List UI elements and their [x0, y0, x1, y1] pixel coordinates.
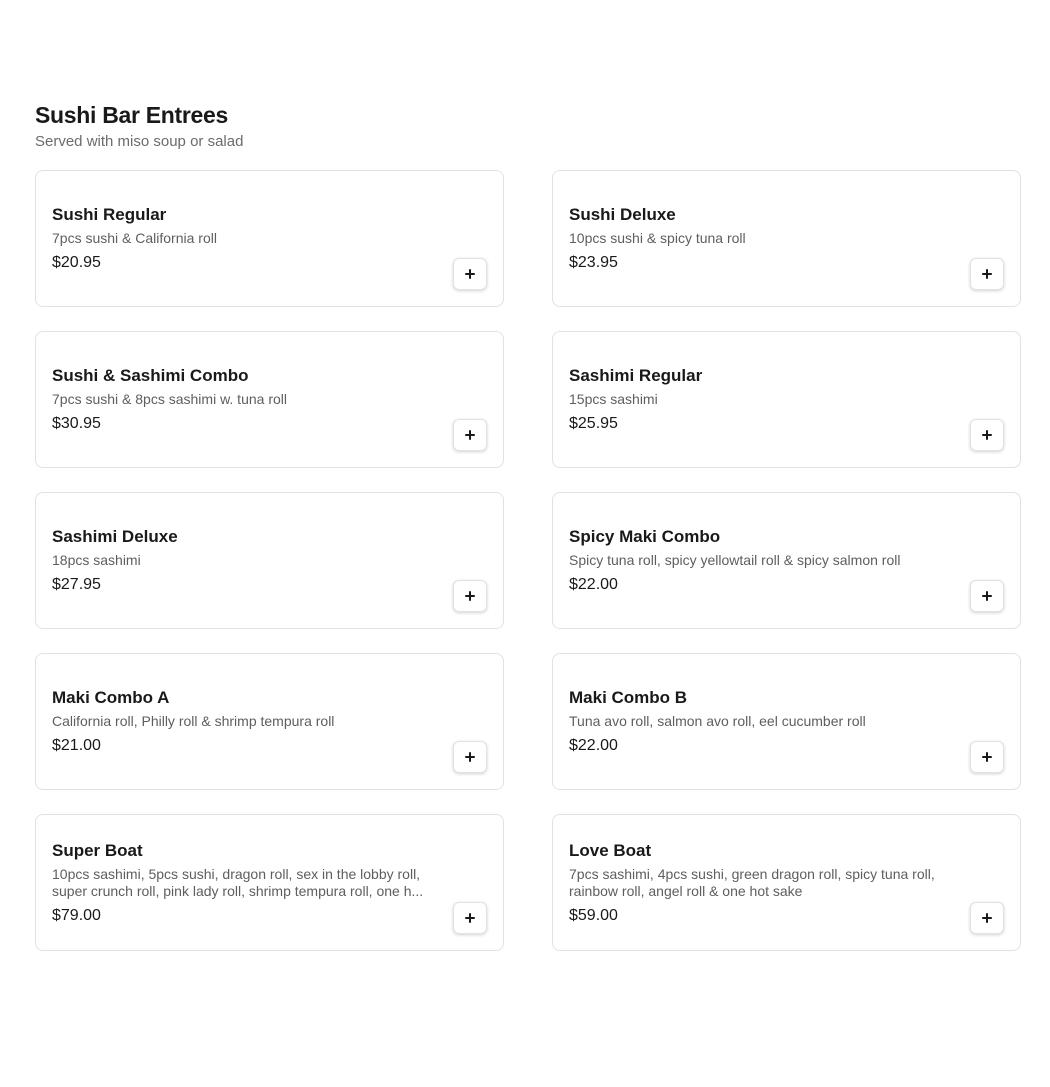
section-title: Sushi Bar Entrees: [35, 102, 229, 128]
plus-icon: [465, 430, 475, 440]
add-item-button[interactable]: [970, 741, 1004, 773]
menu-item-name: Sushi & Sashimi Combo: [52, 366, 249, 385]
menu-section: [35, 100, 1021, 924]
section-subtitle: Served with miso soup or salad: [35, 133, 244, 150]
menu-item-card[interactable]: [35, 331, 504, 468]
menu-item-price: $79.00: [52, 906, 101, 924]
add-item-button[interactable]: [453, 258, 487, 290]
add-item-button[interactable]: [453, 580, 487, 612]
menu-item-name: Love Boat: [569, 840, 652, 860]
menu-item-description: 18pcs sashimi: [52, 552, 141, 568]
menu-item-card[interactable]: [35, 814, 504, 951]
menu-item-price: $25.95: [569, 415, 618, 432]
menu-item-description: 10pcs sashimi, 5pcs sushi, dragon roll, sex in the lobby roll, super crunch roll, pink lady roll, shrimp tempura roll, one h...: [52, 865, 424, 899]
add-item-button[interactable]: [970, 419, 1004, 451]
menu-item-card[interactable]: [35, 170, 504, 307]
menu-item-description: 15pcs sashimi: [569, 391, 658, 407]
menu-item-card[interactable]: [35, 492, 504, 629]
menu-item-price: $22.00: [569, 576, 618, 593]
plus-icon: [982, 269, 992, 279]
menu-item-name: Sushi Regular: [52, 205, 167, 224]
menu-item-description: California roll, Philly roll & shrimp tempura roll: [52, 713, 335, 729]
menu-item-price: $22.00: [569, 737, 618, 754]
menu-item-description: 10pcs sushi & spicy tuna roll: [569, 230, 746, 246]
menu-item-card[interactable]: [552, 170, 1021, 307]
add-item-button[interactable]: [453, 419, 487, 451]
menu-items-grid: [35, 170, 1021, 951]
add-item-button[interactable]: [970, 902, 1004, 934]
menu-item-description: 7pcs sushi & California roll: [52, 230, 217, 246]
menu-item-card[interactable]: [552, 814, 1021, 951]
plus-icon: [982, 752, 992, 762]
plus-icon: [982, 591, 992, 601]
menu-item-description: Spicy tuna roll, spicy yellowtail roll & spicy salmon roll: [569, 552, 901, 568]
menu-item-description: Tuna avo roll, salmon avo roll, eel cucumber roll: [569, 713, 866, 729]
plus-icon: [465, 269, 475, 279]
menu-item-name: Sushi Deluxe: [569, 205, 676, 224]
menu-item-name: Maki Combo B: [569, 688, 688, 707]
add-item-button[interactable]: [970, 580, 1004, 612]
plus-icon: [982, 913, 992, 923]
plus-icon: [982, 430, 992, 440]
menu-item-name: Sashimi Regular: [569, 366, 703, 385]
menu-item-price: $30.95: [52, 415, 101, 432]
menu-item-price: $27.95: [52, 576, 101, 593]
menu-item-card[interactable]: [552, 331, 1021, 468]
plus-icon: [465, 752, 475, 762]
add-item-button[interactable]: [453, 902, 487, 934]
menu-item-name: Sashimi Deluxe: [52, 527, 178, 546]
plus-icon: [465, 913, 475, 923]
menu-item-name: Maki Combo A: [52, 688, 170, 707]
menu-item-price: $23.95: [569, 254, 618, 271]
plus-icon: [465, 591, 475, 601]
menu-item-description: 7pcs sushi & 8pcs sashimi w. tuna roll: [52, 391, 287, 407]
menu-item-price: $20.95: [52, 254, 101, 271]
menu-item-card[interactable]: [552, 653, 1021, 790]
menu-item-price: $21.00: [52, 737, 101, 754]
add-item-button[interactable]: [453, 741, 487, 773]
menu-item-name: Super Boat: [52, 840, 143, 860]
add-item-button[interactable]: [970, 258, 1004, 290]
menu-item-name: Spicy Maki Combo: [569, 527, 721, 546]
menu-item-card[interactable]: [35, 653, 504, 790]
menu-item-description: 7pcs sashimi, 4pcs sushi, green dragon roll, spicy tuna roll, rainbow roll, angel roll & one hot sake: [569, 865, 935, 899]
menu-item-card[interactable]: [552, 492, 1021, 629]
menu-item-price: $59.00: [569, 906, 618, 924]
